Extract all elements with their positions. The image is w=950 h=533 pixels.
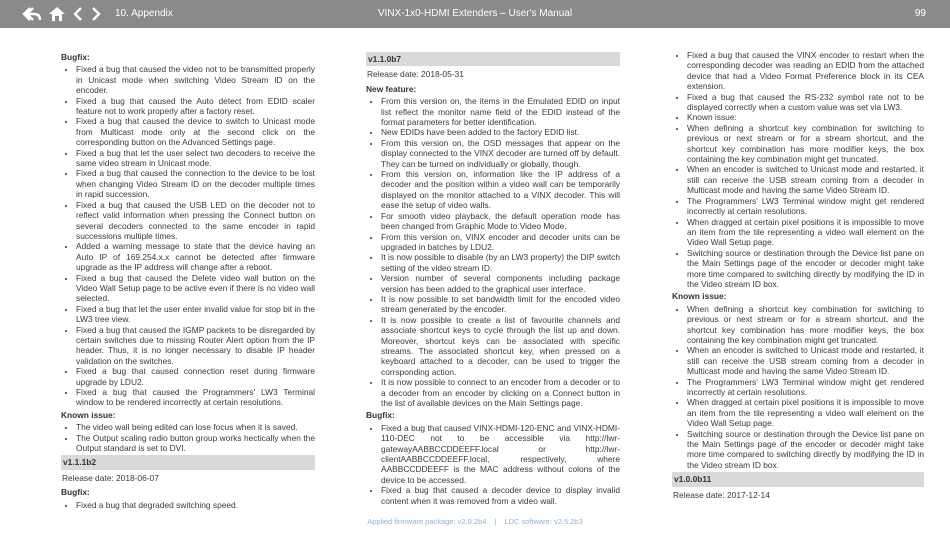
list-item: • Switching source or destination through the Device list pane on the Main Settings page of the encoder or decoder might take more time compared to switching directly by modifying the ID in the Video stream ID box. — [687, 248, 924, 290]
list-item: • Added a warning message to state that the device having an Auto IP of 169.254.x.x cannot be detected after firmware upgrade as the IP address will change after a reboot. — [76, 241, 315, 272]
list-item: • When defining a shortcut key combination for switching to previous or next stream or for a stream shortcut, and the shortcut key combination has more modifier keys, the box containing the key combination might get truncated. — [687, 304, 924, 346]
page-footer — [0, 517, 950, 526]
list-item: • Fixed a bug that caused the Auto detect from EDID scaler feature not to work properly after a factory reset. — [76, 96, 315, 117]
version-heading: v1.1.1b2 — [61, 455, 315, 469]
version-heading: v1.0.0b11 — [672, 472, 924, 486]
column-3 — [672, 50, 924, 504]
bugfix-heading: Bugfix: — [366, 410, 395, 421]
new-feature-heading: New feature: — [366, 83, 417, 94]
bugfix-list — [672, 50, 924, 289]
list-item: • From this version on, the OSD messages that appear on the display connected to the VINX decoder are turned off by default. They can be turned on individually or globally, though. — [381, 138, 620, 169]
list-item: • Version number of several components including package version has been added to the graphical user interface. — [381, 273, 620, 294]
bugfix-list — [61, 64, 315, 407]
list-item: • The video wall being edited can lose focus when it is saved. — [76, 422, 315, 432]
list-item: • Known issue: — [687, 112, 924, 122]
release-date: Release date: 2018-06-07 — [62, 472, 159, 483]
list-item: • Fixed a bug that caused the RS-232 symbol rate not to be displayed correctly when a custom value was set via LW3. — [687, 92, 924, 113]
list-item: • Fixed a bug that caused the device to switch to Unicast mode from Multicast mode only at the second click on the corresponding button on the Advanced Settings page. — [76, 116, 315, 147]
list-item: • Fixed a bug that caused the Delete video wall button on the Video Wall Setup page to be active even if there is no video wall selected. — [76, 273, 315, 304]
list-item: • It is now possible to disable (by an LW3 property) the DIP switch setting of the video stream ID. — [381, 252, 620, 273]
list-item: • Fixed a bug that caused a decoder device to display invalid content when it was removed from a video wall. — [381, 485, 620, 506]
section-title: 10. Appendix — [115, 8, 173, 19]
list-item: • When defining a shortcut key combination for switching to previous or next stream or for a stream shortcut, and the shortcut key combination has more modifier keys, the box containing the key combination might get truncated. — [687, 123, 924, 165]
bugfix-list — [61, 500, 315, 510]
footer-separator: | — [494, 517, 497, 526]
list-item: • When an encoder is switched to Unicast mode and restarted, it still can receive the USB stream coming from a decoder in Multicast mode and having the same Video Stream ID. — [687, 164, 924, 195]
page-number: 99 — [914, 8, 926, 19]
known-issue-list — [61, 422, 315, 453]
list-item: • Fixed a bug that caused the video not to be transmitted properly in Unicast mode when switching Video Stream ID on the encoder. — [76, 64, 315, 95]
list-item: • It is now possible to connect to an encoder from a decoder or to a decoder from an encoder by clicking on a Connect button in the list of available devices on the Main Settings page. — [381, 377, 620, 408]
list-item: • When an encoder is switched to Unicast mode and restarted, it still can receive the USB stream coming from a decoder in Multicast mode and having the same Video Stream ID. — [687, 345, 924, 376]
list-item: • It is now possible to set bandwidth limit for the encoded video stream generated by the encoder. — [381, 294, 620, 315]
document-title: VINX-1x0-HDMI Extenders – User's Manual — [377, 8, 573, 19]
list-item: • Fixed a bug that let the user enter invalid value for stop bit in the LW3 tree view. — [76, 304, 315, 325]
bugfix-heading: Bugfix: — [61, 487, 90, 498]
new-feature-list — [366, 96, 620, 408]
known-issue-heading: Known issue: — [672, 291, 727, 302]
list-item: • The Programmers' LW3 Terminal window might get rendered incorrectly at certain resolutions. — [687, 196, 924, 217]
list-item: • From this version on, the items in the Emulated EDID on input list reflect the monitor name field of the EDID instead of the format parameters for better identification. — [381, 96, 620, 127]
column-1 — [61, 50, 315, 512]
list-item: • Fixed a bug that caused VINX-HDMI-120-ENC and VINX-HDMI-110-DEC not to be accessible via http://lwr-gatewayAABBCCDDEEFF.local or http://lwr-clientAABBCCDDEEFF.local, respectively, where AABBCCDDEEFF is the MAC address without colons of the device to be accessed. — [381, 423, 620, 485]
top-navigation-bar — [0, 0, 950, 28]
list-item: • From this version on, VINX encoder and decoder units can be upgraded in batches by LDU2. — [381, 232, 620, 253]
firmware-package-link[interactable]: Applied firmware package: v2.0.2b4 — [367, 517, 487, 526]
version-heading: v1.1.0b7 — [366, 52, 620, 66]
list-item: • Fixed a bug that caused the IGMP packets to be disregarded by certain switches due to missing Router Alert option from the IP header. Thus, it is no longer necessary to disable IP header validation on the switches. — [76, 325, 315, 367]
list-item: • Fixed a bug that caused the USB LED on the decoder not to reflect valid information when pressing the Connect button on several decoders connected to the same encoder in rapid successions multiple times. — [76, 200, 315, 242]
bugfix-heading: Bugfix: — [61, 52, 90, 62]
list-item: • When dragged at certain pixel positions it is impossible to move an item from the tile representing a video wall element on the Video Wall Setup page. — [687, 397, 924, 428]
list-item: • For smooth video playback, the default operation mode has been changed from Graphic Mode to Video Mode. — [381, 211, 620, 232]
release-date: Release date: 2017-12-14 — [673, 489, 770, 500]
known-issue-list — [672, 304, 924, 471]
list-item: • Fixed a bug that caused the connection to the device to be lost when changing Video Stream ID on the decoder multiple times in rapid succession. — [76, 168, 315, 199]
list-item: • Fixed a bug that caused the Programmers' LW3 Terminal window to be rendered incorrectly at certain resolutions. — [76, 387, 315, 408]
list-item: • When dragged at certain pixel positions it is impossible to move an item from the tile representing a video wall element on the Video Wall Setup page. — [687, 217, 924, 248]
list-item: • Fixed a bug that caused the VINX encoder to restart when the corresponding decoder was reading an EDID from the attached device that had a Video Format Preference block in its CEA extension. — [687, 50, 924, 92]
list-item: • New EDIDs have been added to the factory EDID list. — [381, 127, 620, 137]
release-date: Release date: 2018-05-31 — [367, 69, 464, 80]
list-item: • Fixed a bug that degraded switching speed. — [76, 500, 315, 510]
list-item: • It is now possible to create a list of favourite channels and associate shortcut keys to cycle through the list up and down. Moreover, shortcut keys can be associated with specific streams. The associated shortcut key, when pressed on a keyboard attached to a decoder, can be used to trigger the corrsponding action. — [381, 315, 620, 377]
list-item: • Switching source or destination through the Device list pane on the Main Settings page of the encoder or decoder might take more time compared to switching directly by modifying the ID in the Video stream ID box. — [687, 429, 924, 471]
list-item: • From this version on, information like the IP address of a decoder and the position within a video wall can be temporarily displayed on the monitor attached to a VINX decoder. This will ease the setup of video walls. — [381, 169, 620, 211]
list-item: • Fixed a bug that caused connection reset during firmware upgrade by LDU2. — [76, 366, 315, 387]
list-item: • The Output scaling radio button group works hectically when the Output standard is set to DVI. — [76, 433, 315, 454]
known-issue-heading: Known issue: — [61, 409, 116, 420]
bugfix-list — [366, 423, 620, 506]
ldc-software-link[interactable]: LDC software: v2.5.2b3 — [504, 517, 583, 526]
list-item: • Fixed a bug that let the user select two decoders to receive the same video stream in Unicast mode. — [76, 148, 315, 169]
list-item: • The Programmers' LW3 Terminal window might get rendered incorrectly at certain resolutions. — [687, 377, 924, 398]
column-2 — [366, 50, 620, 508]
